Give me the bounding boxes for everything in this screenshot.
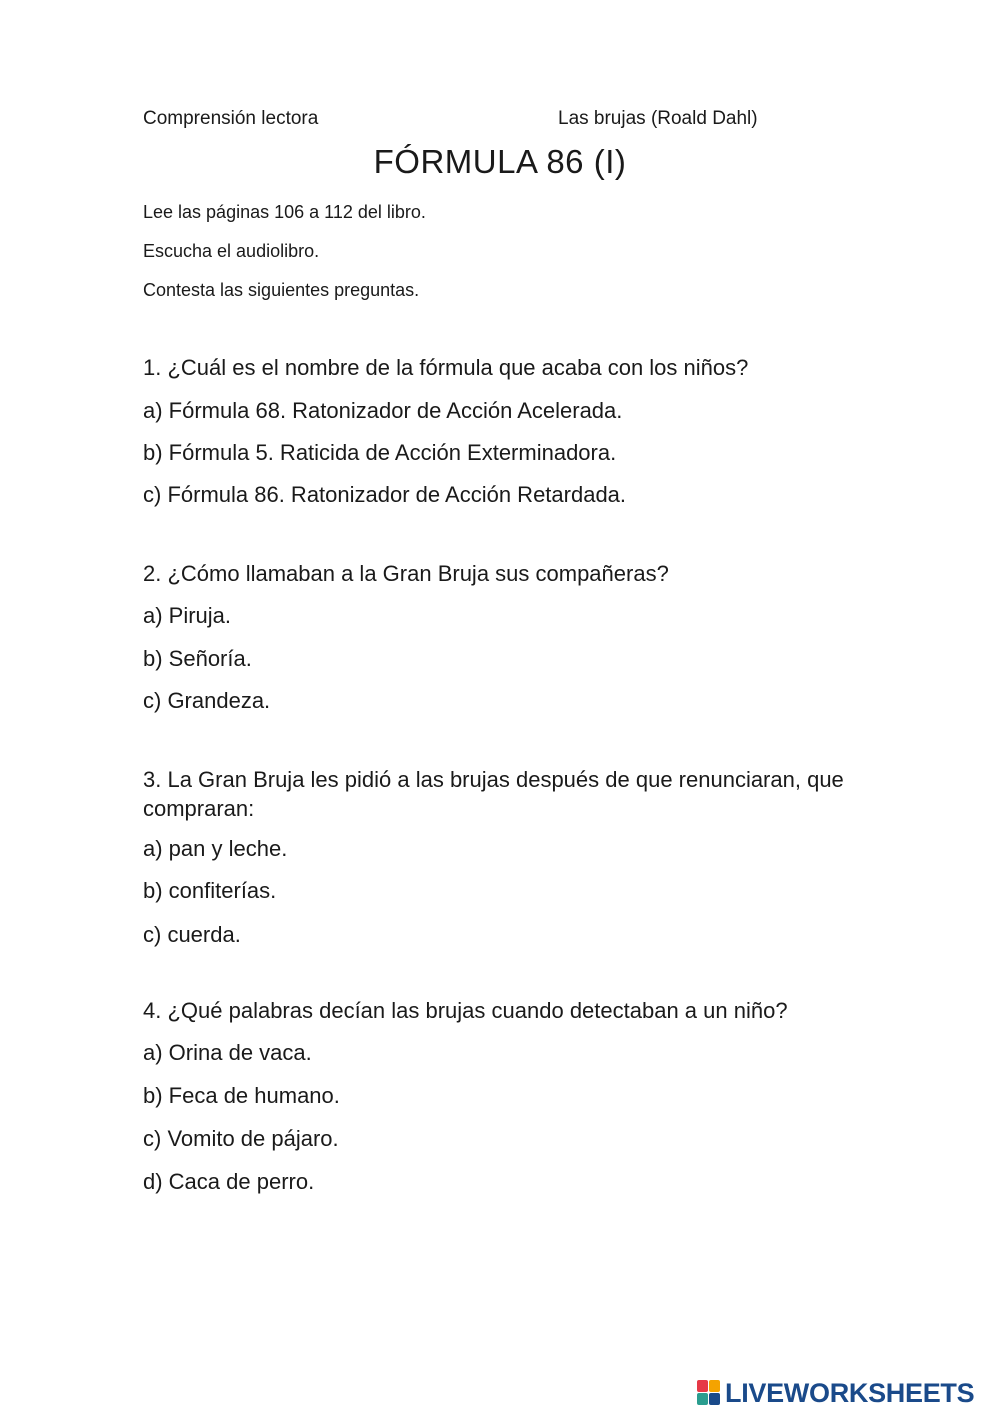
question-4: 4. ¿Qué palabras decían las brujas cuando detectaban a un niño?	[143, 998, 788, 1023]
question-1-option-c[interactable]: c) Fórmula 86. Ratonizador de Acción Retardada.	[143, 482, 627, 507]
instruction-answer: Contesta las siguientes preguntas.	[143, 280, 420, 300]
question-1-option-a[interactable]: a) Fórmula 68. Ratonizador de Acción Acelerada.	[143, 398, 623, 423]
question-4-option-a[interactable]: a) Orina de vaca.	[143, 1040, 312, 1065]
question-1: 1. ¿Cuál es el nombre de la fórmula que acaba con los niños?	[143, 355, 749, 380]
question-3-option-b[interactable]: b) confiterías.	[143, 878, 277, 903]
question-2: 2. ¿Cómo llamaban a la Gran Bruja sus compañeras?	[143, 561, 669, 586]
question-1-option-b[interactable]: b) Fórmula 5. Raticida de Acción Exterminadora.	[143, 440, 617, 465]
question-2-option-b[interactable]: b) Señoría.	[143, 646, 252, 671]
question-2-option-a[interactable]: a) Piruja.	[143, 603, 232, 628]
header-book-title: Las brujas (Roald Dahl)	[558, 108, 758, 129]
question-4-option-d[interactable]: d) Caca de perro.	[143, 1169, 315, 1194]
question-3-option-c[interactable]: c) cuerda.	[143, 922, 241, 947]
page-title: FÓRMULA 86 (I)	[373, 143, 627, 180]
liveworksheets-logo-icon	[697, 1380, 721, 1406]
question-3: 3. La Gran Bruja les pidió a las brujas después de que renunciaran, que compraran:	[143, 767, 844, 821]
question-4-option-b[interactable]: b) Feca de humano.	[143, 1083, 340, 1108]
header-subject: Comprensión lectora	[143, 108, 319, 129]
instruction-listen: Escucha el audiolibro.	[143, 241, 320, 261]
instruction-read: Lee las páginas 106 a 112 del libro.	[143, 202, 426, 222]
liveworksheets-logo-text: LIVEWORKSHEETS	[725, 1377, 975, 1408]
liveworksheets-logo[interactable]	[697, 1378, 974, 1408]
question-3-option-a[interactable]: a) pan y leche.	[143, 836, 288, 861]
question-4-option-c[interactable]: c) Vomito de pájaro.	[143, 1126, 339, 1151]
question-2-option-c[interactable]: c) Grandeza.	[143, 688, 271, 713]
